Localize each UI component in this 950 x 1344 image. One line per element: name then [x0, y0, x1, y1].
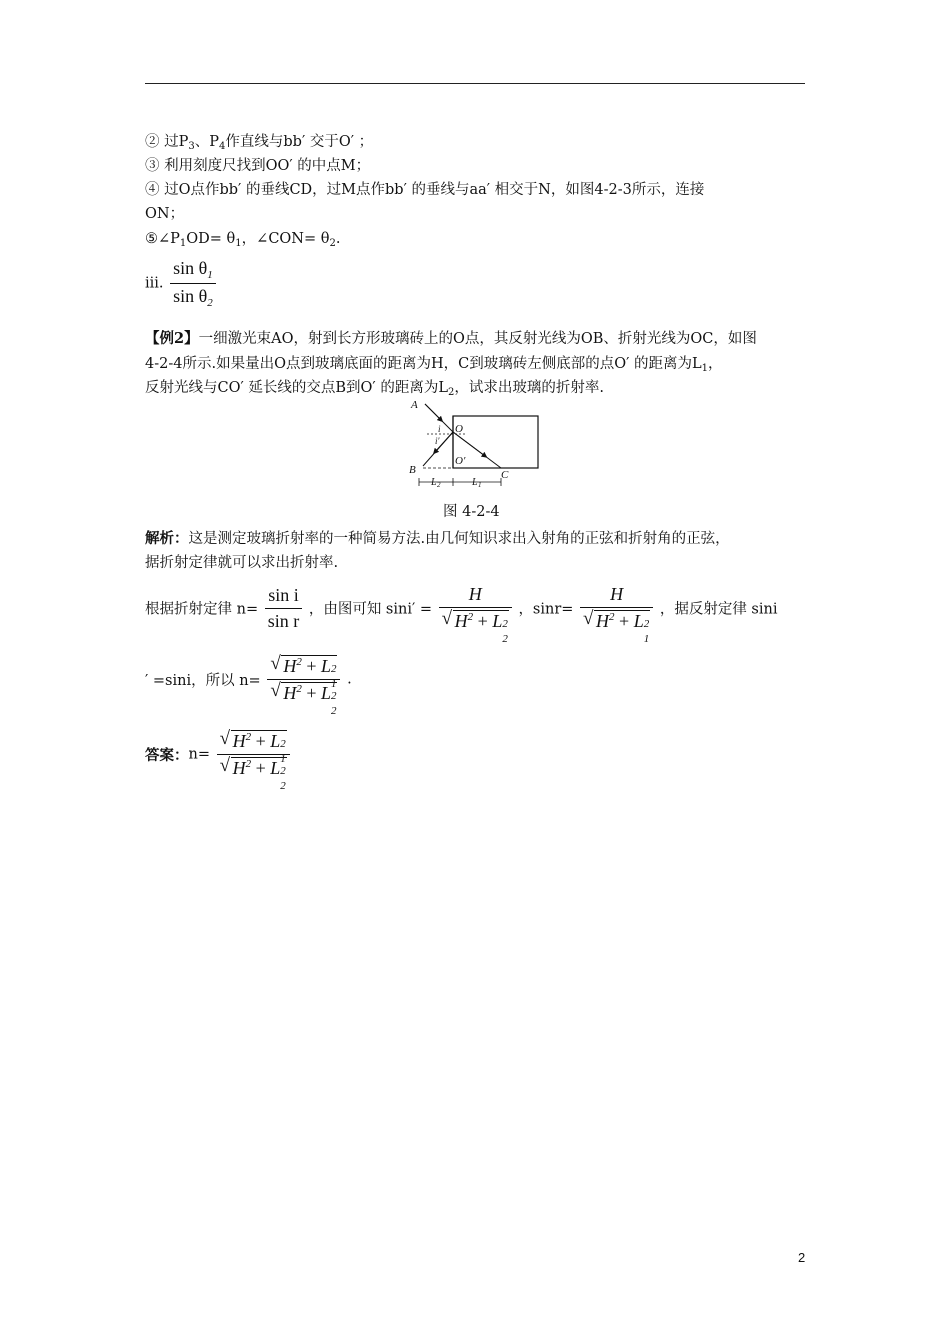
label-A: A: [411, 399, 418, 411]
label-L1: L: [472, 477, 478, 488]
label-B: B: [409, 464, 416, 476]
step-5: $⑤\angle P_1OD= \theta_1$，∠CON= $\theta_2$.: [145, 231, 341, 249]
label-i: i: [438, 424, 441, 434]
answer-line: 答案：n= √ $H^2 + L$ 2 1 √ $H^2 + L$ 2 2: [145, 730, 292, 779]
derivation-line-2: ′ =sini，所以 n= √ $H^2 + L$ 2 1 √ $H^2 + L$ 2 2 .: [145, 653, 352, 717]
sin-r-fraction: H √ $H^2 + L$ 2 1: [580, 584, 653, 632]
analysis-line-2: 据折射定律就可以求出折射率.: [145, 555, 339, 571]
label-i-prime: i′: [435, 436, 440, 446]
svg-text:2: 2: [437, 481, 441, 489]
step-4-cont: ON；: [145, 206, 185, 222]
page-number: 2: [798, 1250, 806, 1265]
snell-fraction: $\frac{\text{sin i}}{\text{sin r}}$: [265, 585, 303, 632]
answer-fraction: √ $H^2 + L$ 2 1 √ $H^2 + L$ 2 2: [217, 730, 290, 779]
figure-caption: 图 4-2-4: [443, 504, 500, 520]
example-2-line-2: 4-2-4所示.如果量出O点到玻璃底面的距离为H，C到玻璃砖左侧底部的点O′ 的距离为$L_1$，: [145, 356, 723, 374]
sin-i-prime-fraction: H √ $H^2 + L$ 2 2: [439, 584, 512, 632]
label-O: O: [455, 423, 463, 435]
refractive-index-fraction: √ $H^2 + L$ 2 1 √ $H^2 + L$ 2 2: [267, 655, 340, 704]
label-O-prime: O′: [455, 455, 466, 467]
step-4: ④ 过O点作bb′ 的垂线CD，过M点作bb′ 的垂线与aa′ 相交于N，如图4-2-3所示，连接: [145, 182, 705, 198]
derivation-line-1: 根据折射定律 n= $\frac{\text{sin i}}{\text{sin r}}$ ，由图可知 sini′ = H √ $H^2 + L$ 2 2 ，sinr= H √ $H^2 + L$ 2 1 ，据反射定律 sini: [145, 584, 778, 645]
step-3: ③ 利用刻度尺找到OO′ 的中点M；: [145, 158, 371, 174]
svg-text:1: 1: [478, 481, 482, 489]
example-2-line-1: 【例2】一细激光束AO，射到长方形玻璃砖上的O点，其反射光线为OB、折射光线为OC，如图: [145, 330, 757, 347]
analysis-line-1: 解析：这是测定玻璃折射率的一种简易方法.由几何知识求出入射角的正弦和折射角的正弦，: [145, 530, 730, 547]
item-iii: iii. $\frac{\sin \theta_1}{\sin \theta_2}$: [145, 258, 218, 309]
label-C: C: [501, 469, 509, 481]
example-2-line-3: 反射光线与CO′ 延长线的交点B到O′ 的距离为$L_2$，试求出玻璃的折射率.: [145, 380, 604, 398]
label-L2: L: [431, 477, 437, 488]
header-rule: [145, 83, 805, 84]
step-2: ② 过$P_3$、$P_4$作直线与bb′ 交于O′ ；: [145, 134, 374, 152]
sin-ratio-fraction: $\frac{\sin \theta_1}{\sin \theta_2}$: [170, 258, 216, 309]
glass-brick-figure: [405, 398, 550, 493]
